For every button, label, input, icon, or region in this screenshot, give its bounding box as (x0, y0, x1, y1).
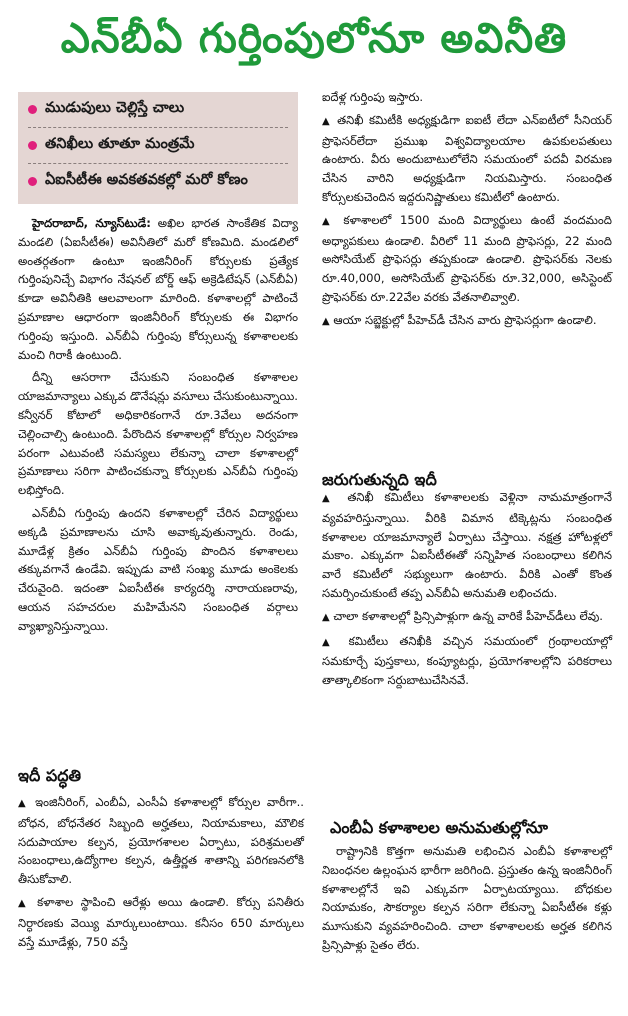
intro-paragraph: దీన్ని ఆసరాగా చేసుకుని సంబంధిత కళాశాలల యాజమాన్యాలు ఎక్కువ డొనేషన్లు వసూలు చేసుకుంటున్నాయి. కన్వీనర్ కోటాలో అధికారికంగానే రూ.3వేలు అదనంగా చెల్లించాల్సి ఉంటుంది. పేరొందిన కళాశాలల్లో కోర్సుల నిర్వహణ పరంగా ఎటువంటి సమస్యలు లేకున్నా చాలా కళాశాలల్లో ప్రమాణాలు సరిగా పాటించకున్నా కోర్సులకు ఎన్‌బీఏ గుర్తింపు లభిస్తోంది. (18, 370, 298, 498)
dateline: హైదరాబాద్, న్యూస్‌టుడే: (32, 216, 151, 230)
triangle-bullet-icon: ▲ (322, 493, 337, 504)
highlight-item (18, 164, 298, 199)
triangle-bullet-icon: ▲ (18, 798, 29, 809)
triangle-bullet-icon: ▲ (322, 315, 330, 327)
method-column (18, 793, 304, 955)
headline: ఎన్‌బీఏ గుర్తింపులోనూ అవినీతి (60, 14, 568, 62)
highlights-box (18, 92, 298, 204)
highlight-text: ముడుపులు చెల్లిస్తే చాలు (45, 99, 185, 116)
list-item: ▲ ఆయా సబ్జెక్టుల్లో పీహెచ్‌డీ చేసిన వారు ప్రొఫెసర్లుగా ఉండాలి. (322, 312, 597, 327)
list-item: ▲ ఇంజినీరింగ్, ఎంబీఏ, ఎంసీఏ కళాశాలల్లో కోర్సుల వారీగా.. బోధన, బోధనేతర సిబ్బంది అర్హతలు, నియామకాలు, మౌలిక సదుపాయాల కల్పన, ప్రయోగశాలల ఏర్పాటు, పరిశ్రమలతో సంబంధాలు,ఉద్యోగాల కల్పన, ఉత్తీర్ణత శాతాన్ని పరిగణనలోకి తీసుకోవాలి. (18, 795, 304, 887)
method-column-continued (322, 88, 612, 336)
list-item: ▲ కళాశాల స్థాపించి ఆరేళ్లు అయి ఉండాలి. కోర్సు పనితీరు నిర్ధారణకు వెయ్యి మార్కులుంటాయి. కనీసం 650 మార్కులు వస్తే మూడేళ్లు, 750 వస్తే (18, 894, 304, 949)
list-item: ▲ తనిఖీ కమిటీకి అధ్యక్షుడిగా ఐఐటీ లేదా ఎన్ఐటీలో సీనియర్ ప్రొఫెసర్‌లేదా ప్రముఖ విశ్వవిద్యాలయాల ఉపకులపతులు ఉంటారు. వీరు అందుబాటులోలేని సమయంలో పదవీ విరమణ చేసిన వారిని అధ్యక్షుడిగా నియమిస్తారు. సంబంధిత కోర్సులకుచెందిన ఇద్దరునిష్ణాతులు కమిటీలో ఉంటారు. (322, 112, 612, 204)
list-item: ▲ తనిఖీ కమిటీలు కళాశాలలకు వెళ్లినా నామమాత్రంగానే వ్యవహరిస్తున్నాయి. వీరికి విమాన టిక్కెట్లను సంబంధిత కళాశాలల యాజమాన్యాలే ఏర్పాటు చేస్తాయి. నక్షత్ర హోటళ్లలో మకాం. ఎక్కువగా ఏఐసీటీఈతో సన్నిహిత సంబంధాలు కలిగిన వారే కమిటీలో సభ్యులుగా ఉంటారు. వీరికి ఎంతో కొంత సమర్పించుకుంటే తప్ప ఎన్‌బీఏ అనుమతి లభించదు. (322, 490, 612, 600)
list-item: ▲ కమిటీలు తనిఖీకి వచ్చిన సమయంలో గ్రంథాలయాల్లో సమకూర్చే పుస్తకాలు, కంప్యూటర్లు, ప్రయోగశాలల్లోని పరికరాలు తాత్కాలికంగా సర్దుబాటుచేసినవే. (322, 633, 612, 688)
list-item: ▲ చాలా కళాశాలల్లో ప్రిన్సిపాళ్లుగా ఉన్న వారికే పీహెచ్‌డీలు లేవు. (322, 608, 603, 623)
bullet-dot-icon (28, 141, 37, 150)
continued-text: ఐదేళ్ల గుర్తింపు ఇస్తారు. (322, 90, 424, 104)
intro-column (18, 214, 298, 640)
happening-column (322, 488, 612, 694)
highlight-item (18, 92, 298, 127)
bullet-dot-icon (28, 105, 37, 114)
triangle-bullet-icon: ▲ (322, 636, 338, 648)
triangle-bullet-icon: ▲ (322, 215, 335, 227)
highlight-text: ఏఐసీటీఈ అవకతవకల్లో మరో కోణం (45, 171, 248, 188)
mba-column (322, 842, 612, 959)
triangle-bullet-icon: ▲ (18, 897, 30, 909)
triangle-bullet-icon: ▲ (322, 115, 332, 127)
section-heading-method: ఇదీ పద్ధతి (18, 766, 82, 785)
bullet-dot-icon (28, 177, 37, 186)
highlight-item (18, 128, 298, 163)
triangle-bullet-icon: ▲ (322, 611, 330, 623)
section-heading-mba: ఎంబీఏ కళాశాలల అనుమతుల్లోనూ (330, 818, 548, 837)
list-item: ▲ కళాశాలలో 1500 మంది విద్యార్థులు ఉంటే వందమంది అధ్యాపకులు ఉండాలి. వీరిలో 11 మంది ప్రొఫెసర్లు, 22 మంది అసోసియేట్ ప్రొఫెసర్లు తప్పకుండా ఉండాలి. ప్రొఫెసర్‌కు నెలకు రూ.40,000, అసోసియేట్ ప్రొఫెసర్‌కు రూ.32,000, అసిస్టెంట్ ప్రొఫెసర్‌కు రూ.22వేల వరకు వేతనాలివ్వాలి. (322, 212, 612, 304)
intro-paragraph: ఎన్‌బీఏ గుర్తింపు ఉందని కళాశాలల్లో చేరిన విద్యార్థులు అక్కడి ప్రమాణాలను చూసి అవాక్కవుతున్నారు. రెండు, మూడేళ్ల క్రితం ఎన్‌బీఏ గుర్తింపు పొందిన కళాశాలలు తక్కువగానే ఉండేవి. ఇప్పుడు వాటి సంఖ్య మూడు అంకెలకు చేరువైంది. ఇదంతా ఏఐసీటీఈ కార్యదర్శి నారాయణరావు, ఆయన సహచరుల మహిమేనని సంబంధిత వర్గాలు వ్యాఖ్యానిస్తున్నాయి. (18, 505, 298, 633)
intro-paragraph: హైదరాబాద్, న్యూస్‌టుడే: అఖిల భారత సాంకేతిక విద్యా మండలి (ఏఐసీటీఈ) అవినీతిలో మరో కోణమిది. మండలిలో అంతర్గతంగా ఉంటూ ఇంజినీరింగ్ కోర్సులకు ప్రత్యేక గుర్తింపునిచ్చే విభాగం నేషనల్ బోర్డ్ ఆఫ్ అక్రెడిటేషన్ (ఎన్‌బీఏ) కూడా అవినీతికి ఆలవాలంగా మారింది. కళాశాలల్లో పాటించే ప్రమాణాల ఆధారంగా ఇంజినీరింగ్ కోర్సులకు ఈ విభాగం గుర్తింపు ఇస్తుంది. ఎన్‌బీఏ గుర్తింపు కోర్సులున్న కళాశాలలకు మంచి గిరాకీ ఉంటుంది. (18, 216, 299, 362)
section-heading-happening: జరుగుతున్నది ఇదీ (322, 470, 437, 489)
highlight-text: తనిఖీలు తూతూ మంత్రమే (45, 135, 195, 152)
mba-paragraph: రాష్ట్రానికి కొత్తగా అనుమతి లభించిన ఎంబీఏ కళాశాలల్లో నిబంధనల ఉల్లంఘన భారీగా జరిగింది. ప్రస్తుతం ఉన్న ఇంజినీరింగ్ కళాశాలల్లోనే ఇవి ఎక్కువగా ఏర్పాటయ్యాయి. బోధకుల నియామకం, సౌకర్యాల కల్పన సరిగా లేకున్నా ఏఐసీటీఈ కళ్లు మూసుకుని వ్యవహరించింది. చాలా కళాశాలలకు అర్హత కలిగిన ప్రిన్సిపాళ్లు సైతం లేరు. (322, 844, 612, 952)
